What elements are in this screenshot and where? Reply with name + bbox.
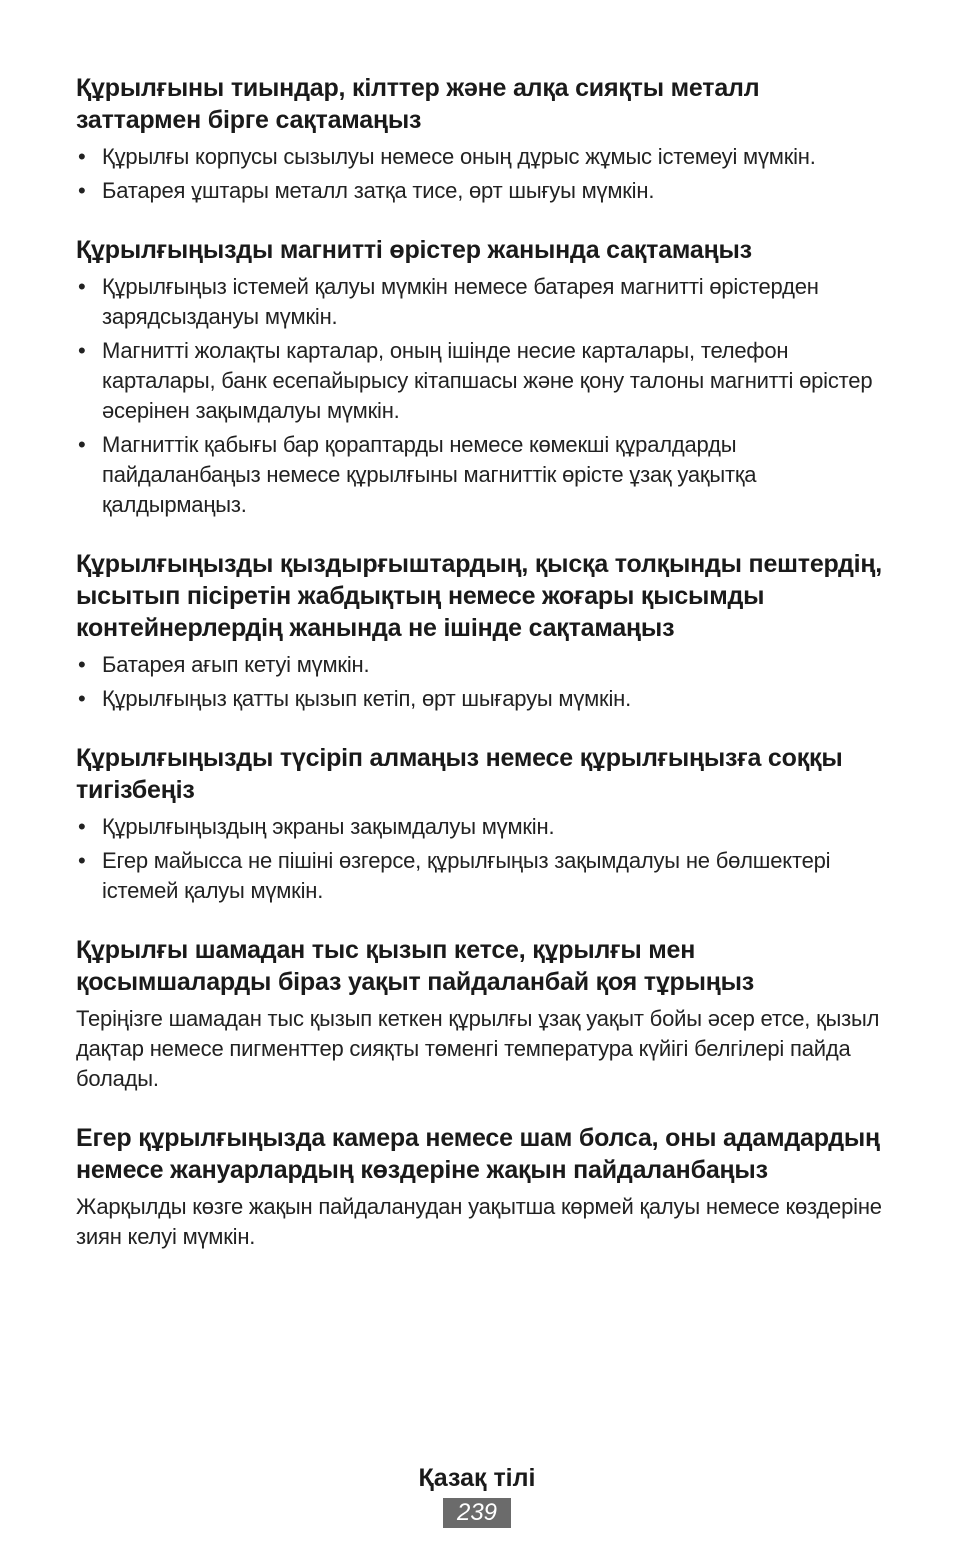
list-item [76,176,886,206]
section-heading: Құрылғыңызды магнитті өрістер жанында сақтамаңыз [76,236,752,264]
bullet-list [76,650,886,714]
list-item [76,812,886,842]
list-item-text: Батарея ағып кетуі мүмкін. [102,652,370,677]
bullet-list [76,272,886,520]
section-paragraph: Теріңізге шамадан тыс қызып кеткен құрылғы ұзақ уақыт бойы әсер етсе, қызыл дақтар немесе пигменттер сияқты төменгі температура күйігі белгілері пайда болады. [76,1006,880,1091]
bullet-glyph: • [78,686,86,711]
list-item-text: Құрылғы корпусы сызылуы немесе оның дұрыс жұмыс істемеуі мүмкін. [102,144,816,169]
list-item [76,430,886,520]
section-metal-objects [76,72,886,206]
list-item [76,142,886,172]
document-page [76,72,886,1280]
section-paragraph: Жарқылды көзге жақын пайдаланудан уақытша көрмей қалуы немесе көздеріне зиян келуі мүмкін. [76,1194,882,1249]
bullet-glyph: • [78,338,86,363]
bullet-glyph: • [78,178,86,203]
bullet-glyph: • [78,274,86,299]
list-item-text: Құрылғыңыз істемей қалуы мүмкін немесе батарея магнитті өрістерден зарядсыздануы мүмкін. [102,274,819,329]
section-overheating [76,934,886,1094]
bullet-glyph: • [78,432,86,457]
footer-language: Қазақ тілі [418,1464,536,1492]
list-item [76,650,886,680]
bullet-glyph: • [78,848,86,873]
page-number: 239 [443,1498,511,1528]
bullet-list [76,812,886,906]
list-item [76,272,886,332]
section-drop-impact [76,742,886,906]
bullet-glyph: • [78,652,86,677]
list-item-text: Құрылғыңыз қатты қызып кетіп, өрт шығаруы мүмкін. [102,686,632,711]
list-item-text: Егер майысса не пішіні өзгерсе, құрылғыңыз зақымдалуы не бөлшектері істемей қалуы мүмкін. [102,848,831,903]
section-heaters-microwaves [76,548,886,714]
section-heading: Құрылғыңызды түсіріп алмаңыз немесе құрылғыңызға соққы тигізбеңіз [76,744,843,804]
bullet-glyph: • [78,814,86,839]
section-heading: Құрылғыңызды қыздырғыштардың, қысқа толқынды пештердің, ысытып пісіретін жабдықтың немесе жоғары қысымды контейнерлердің жанында не ішінде сақтамаңыз [76,550,883,642]
bullet-list [76,142,886,206]
bullet-glyph: • [78,144,86,169]
list-item-text: Магнитті жолақты карталар, оның ішінде несие карталары, телефон карталары, банк есепайырысу кітапшасы және қону талоны магнитті өрістер әсерінен зақымдалуы мүмкін. [102,338,873,423]
section-heading: Құрылғыны тиындар, кілттер және алқа сияқты металл заттармен бірге сақтамаңыз [76,74,760,134]
list-item-text: Магниттік қабығы бар қораптарды немесе көмекші құралдарды пайдаланбаңыз немесе құрылғыны магниттік өрісте ұзақ уақытқа қалдырмаңыз. [102,432,757,517]
list-item [76,336,886,426]
list-item [76,846,886,906]
list-item-text: Батарея ұштары металл затқа тисе, өрт шығуы мүмкін. [102,178,655,203]
section-magnetic-fields [76,234,886,520]
list-item-text: Құрылғыңыздың экраны зақымдалуы мүмкін. [102,814,555,839]
section-heading: Егер құрылғыңызда камера немесе шам болса, оны адамдардың немесе жануарлардың көздеріне жақын пайдаланбаңыз [76,1124,880,1184]
page-footer [0,1462,954,1528]
section-camera-flash [76,1122,886,1252]
list-item [76,684,886,714]
section-heading: Құрылғы шамадан тыс қызып кетсе, құрылғы мен қосымшаларды біраз уақыт пайдаланбай қоя тұрыңыз [76,936,755,996]
